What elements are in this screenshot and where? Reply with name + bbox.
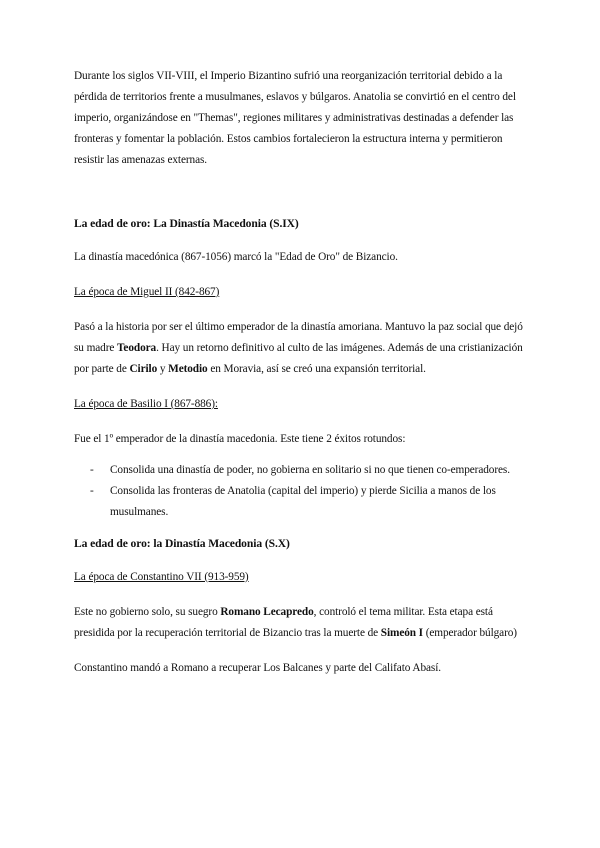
paragraph-miguel	[74, 317, 532, 380]
list-item	[74, 481, 532, 523]
section-heading-s9: La edad de oro: La Dinastía Macedonia (S.IX)	[74, 217, 299, 230]
paragraph-constantino	[74, 602, 532, 644]
bold-name-cirilo: Cirilo	[129, 363, 158, 375]
bold-name-teodora: Teodora	[117, 342, 157, 354]
text-run: Este no gobierno solo, su suegro	[74, 606, 221, 618]
text-run: Pasó a la historia por ser el último emperador de la dinastía amoriana. Mantuvo la paz social que dejó su madre	[74, 321, 523, 354]
text-run: , controló el tema militar. Esta etapa está presidida por la recuperación territorial de Bizancio tras la muerte de	[74, 606, 493, 639]
list-item-text: Consolida una dinastía de poder, no gobierna en solitario si no que tienen co-emperadores.	[110, 464, 510, 476]
section-heading-s10: La edad de oro: la Dinastía Macedonia (S.X)	[74, 537, 290, 550]
list-item	[74, 460, 532, 481]
dynasty-summary: La dinastía macedónica (867-1056) marcó la "Edad de Oro" de Bizancio.	[74, 251, 398, 263]
bold-name-romano: Romano Lecapredo	[220, 606, 314, 618]
subheading-constantino: La época de Constantino VII (913-959)	[74, 571, 249, 583]
subheading-miguel: La época de Miguel II (842-867)	[74, 286, 220, 298]
subheading-basilio: La época de Basilio I (867-886):	[74, 398, 218, 410]
dash-marker: -	[90, 464, 94, 476]
paragraph-closing: Constantino mandó a Romano a recuperar Los Balcanes y parte del Califato Abasí.	[74, 662, 441, 674]
text-run: (emperador búlgaro)	[422, 627, 517, 639]
dash-marker: -	[90, 485, 94, 497]
bold-name-simeon: Simeón I	[380, 627, 423, 639]
bullet-list	[74, 460, 532, 523]
text-run: en Moravia, así se creó una expansión territorial.	[207, 363, 426, 375]
paragraph-basilio: Fue el 1º emperador de la dinastía macedonia. Este tiene 2 éxitos rotundos:	[74, 433, 406, 445]
text-run: y	[157, 363, 169, 375]
text-run: . Hay un retorno definitivo al culto de las imágenes. Además de una cristianización por parte de	[74, 342, 523, 375]
bold-name-metodio: Metodio	[168, 363, 208, 375]
document-body	[74, 66, 532, 693]
intro-paragraph: Durante los siglos VII-VIII, el Imperio Bizantino sufrió una reorganización territorial debido a la pérdida de territorios frente a musulmanes, eslavos y búlgaros. Anatolia se convirtió en el centro del imperio, organizándose en "Themas", regiones militares y administrativas destinadas a defender las fronteras y fomentar la población. Estos cambios fortalecieron la estructura interna y permitieron resistir las amenazas externas.	[74, 70, 516, 166]
list-item-text: Consolida las fronteras de Anatolia (capital del imperio) y pierde Sicilia a manos de los musulmanes.	[110, 485, 496, 518]
